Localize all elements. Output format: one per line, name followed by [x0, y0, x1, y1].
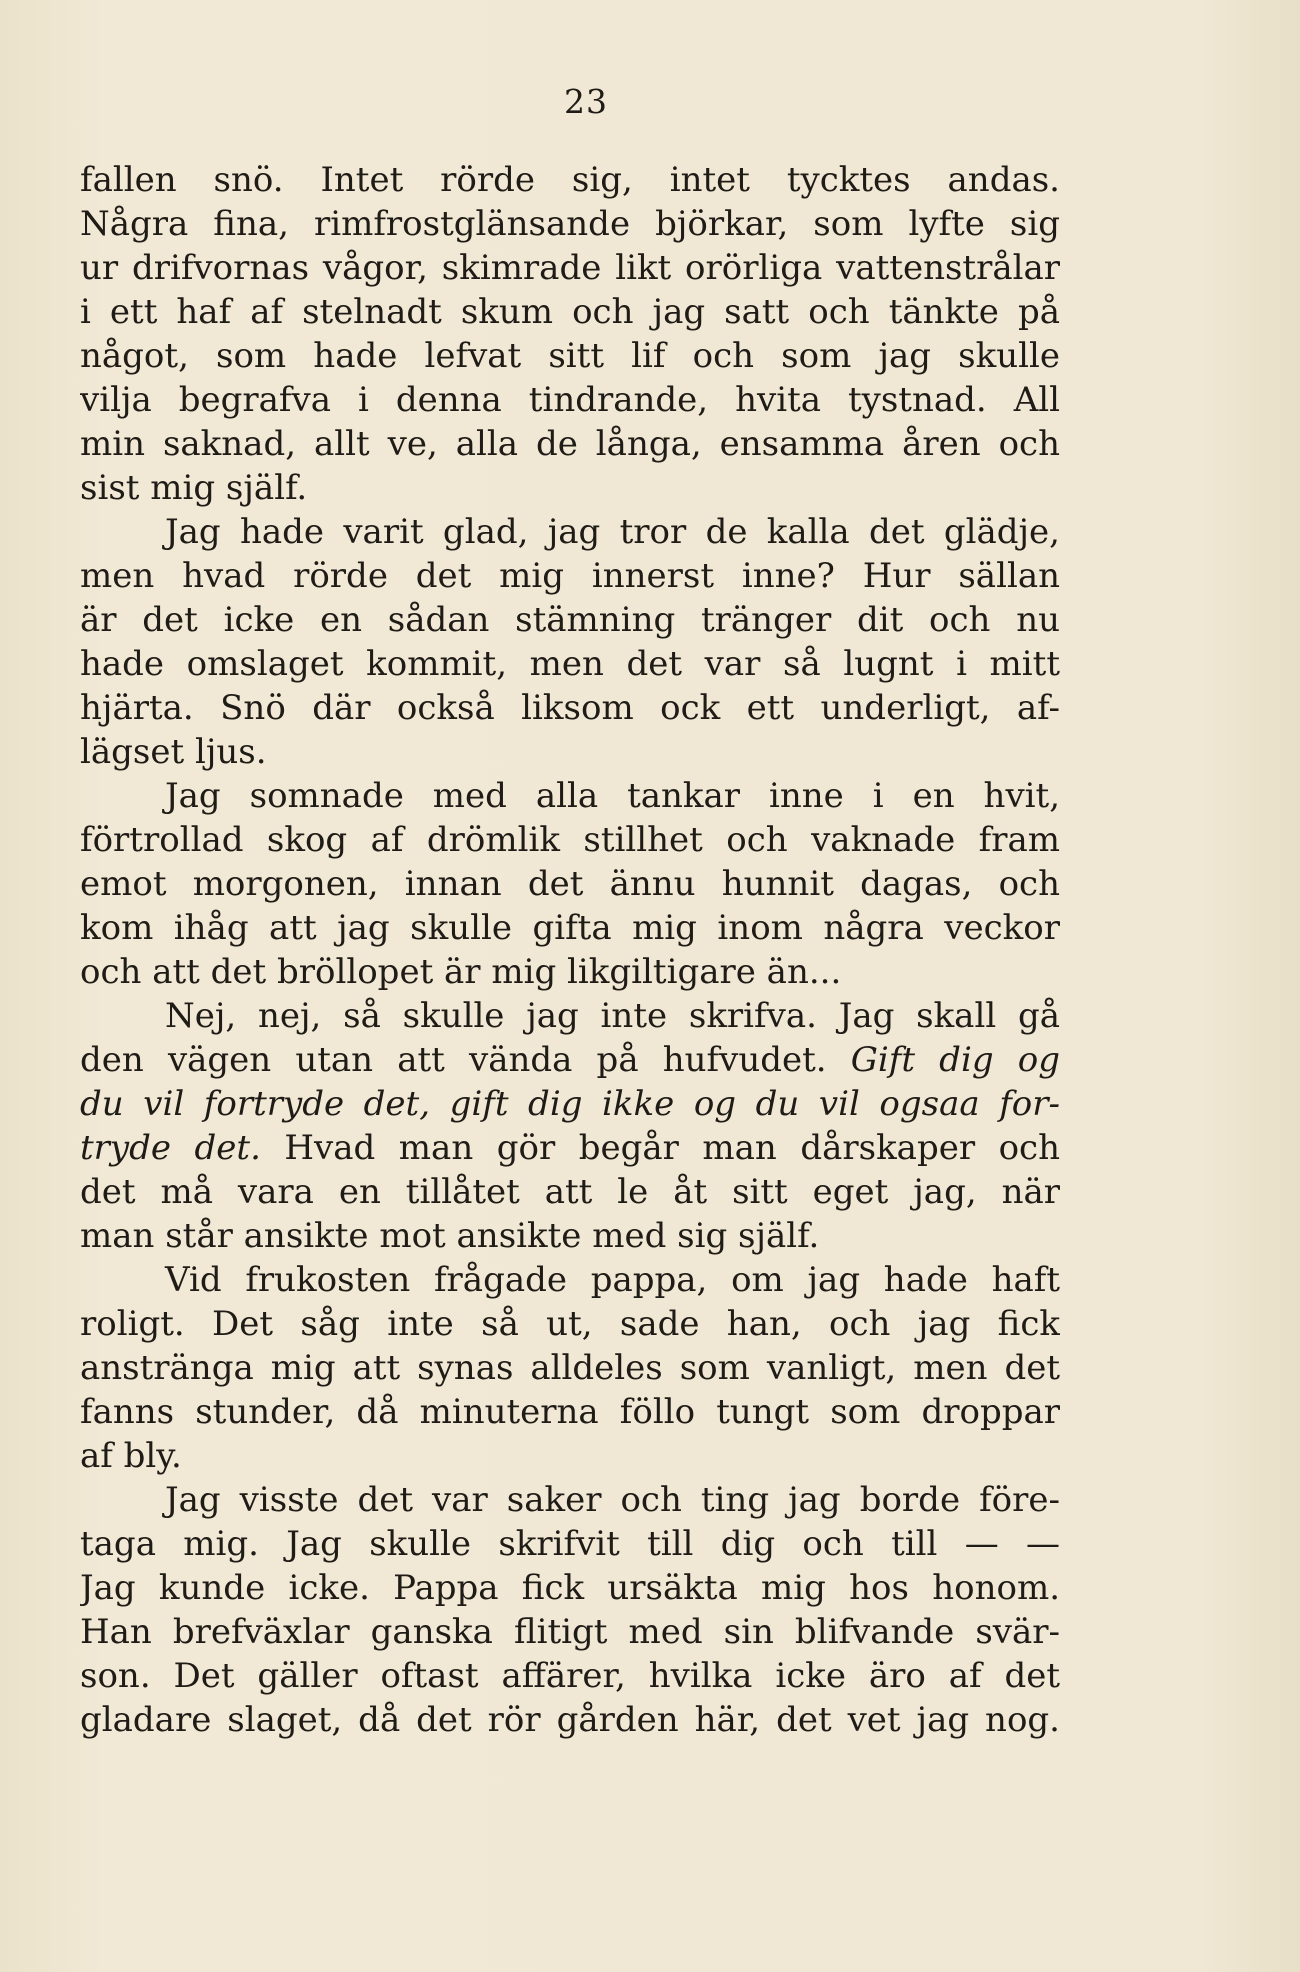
text-line: Han brefväxlar ganska flitigt med sin blifvande svär-: [80, 1612, 1060, 1652]
text-line: och att det bröllopet är mig likgiltigare än...: [80, 952, 842, 992]
text-line: [80, 1126, 1060, 1170]
text-line: man står ansikte mot ansikte med sig själf.: [80, 1216, 820, 1256]
text-segment: den vägen utan att vända på hufvudet.: [80, 1040, 827, 1080]
text-line: Några fina, rimfrostglänsande björkar, som lyfte sig: [80, 204, 1060, 244]
text-line: vilja begrafva i denna tindrande, hvita tystnad. All: [80, 380, 1060, 420]
text-line: hade omslaget kommit, men det var så lugnt i mitt: [80, 644, 1060, 684]
text-line: Nej, nej, så skulle jag inte skrifva. Jag skall gå: [165, 996, 1060, 1036]
text-line: son. Det gäller oftast affärer, hvilka icke äro af det: [80, 1656, 1060, 1696]
text-line: roligt. Det såg inte så ut, sade han, och jag fick: [80, 1304, 1060, 1344]
text-line: förtrollad skog af drömlik stillhet och vaknade fram: [80, 820, 1060, 860]
text-line: något, som hade lefvat sitt lif och som jag skulle: [80, 336, 1060, 376]
text-line: Jag kunde icke. Pappa fick ursäkta mig hos honom.: [80, 1568, 1060, 1608]
text-line: Jag hade varit glad, jag tror de kalla det glädje,: [165, 512, 1060, 552]
text-line: kom ihåg att jag skulle gifta mig inom några veckor: [80, 908, 1060, 948]
text-line: emot morgonen, innan det ännu hunnit dagas, och: [80, 864, 1060, 904]
text-segment: Hvad man gör begår man dårskaper och: [284, 1128, 1060, 1168]
italic-quote-line: du vil fortryde det, gift dig ikke og du vil ogsaa for-: [80, 1084, 1060, 1124]
text-line: fallen snö. Intet rörde sig, intet tycktes andas.: [80, 160, 1060, 200]
text-line: Jag visste det var saker och ting jag borde före-: [165, 1480, 1060, 1520]
text-line: gladare slaget, då det rör gården här, det vet jag nog.: [80, 1700, 1060, 1740]
text-line: Jag somnade med alla tankar inne i en hvit,: [165, 776, 1060, 816]
text-line: sist mig själf.: [80, 468, 308, 508]
italic-quote: tryde det.: [80, 1128, 261, 1168]
text-line: taga mig. Jag skulle skrifvit till dig och till — —: [80, 1524, 1060, 1564]
text-line: fanns stunder, då minuterna föllo tungt som droppar: [80, 1392, 1060, 1432]
text-line: i ett haf af stelnadt skum och jag satt och tänkte på: [80, 292, 1060, 332]
text-line: [80, 1038, 1060, 1082]
text-line: det må vara en tillåtet att le åt sitt eget jag, när: [80, 1172, 1060, 1212]
text-line: anstränga mig att synas alldeles som vanligt, men det: [80, 1348, 1060, 1388]
text-line: Vid frukosten frågade pappa, om jag hade haft: [165, 1260, 1060, 1300]
body-text: [80, 158, 1060, 1742]
text-line: är det icke en sådan stämning tränger dit och nu: [80, 600, 1060, 640]
text-line: hjärta. Snö där också liksom ock ett underligt, af-: [80, 688, 1060, 728]
italic-quote: Gift dig og: [850, 1040, 1060, 1080]
text-line: min saknad, allt ve, alla de långa, ensamma åren och: [80, 424, 1060, 464]
text-line: lägset ljus.: [80, 732, 267, 772]
text-line: ur drifvornas vågor, skimrade likt orörliga vattenstrålar: [80, 248, 1060, 288]
page-number: 23: [564, 82, 608, 121]
text-line: men hvad rörde det mig innerst inne? Hur sällan: [80, 556, 1060, 596]
text-line: af bly.: [80, 1436, 182, 1476]
